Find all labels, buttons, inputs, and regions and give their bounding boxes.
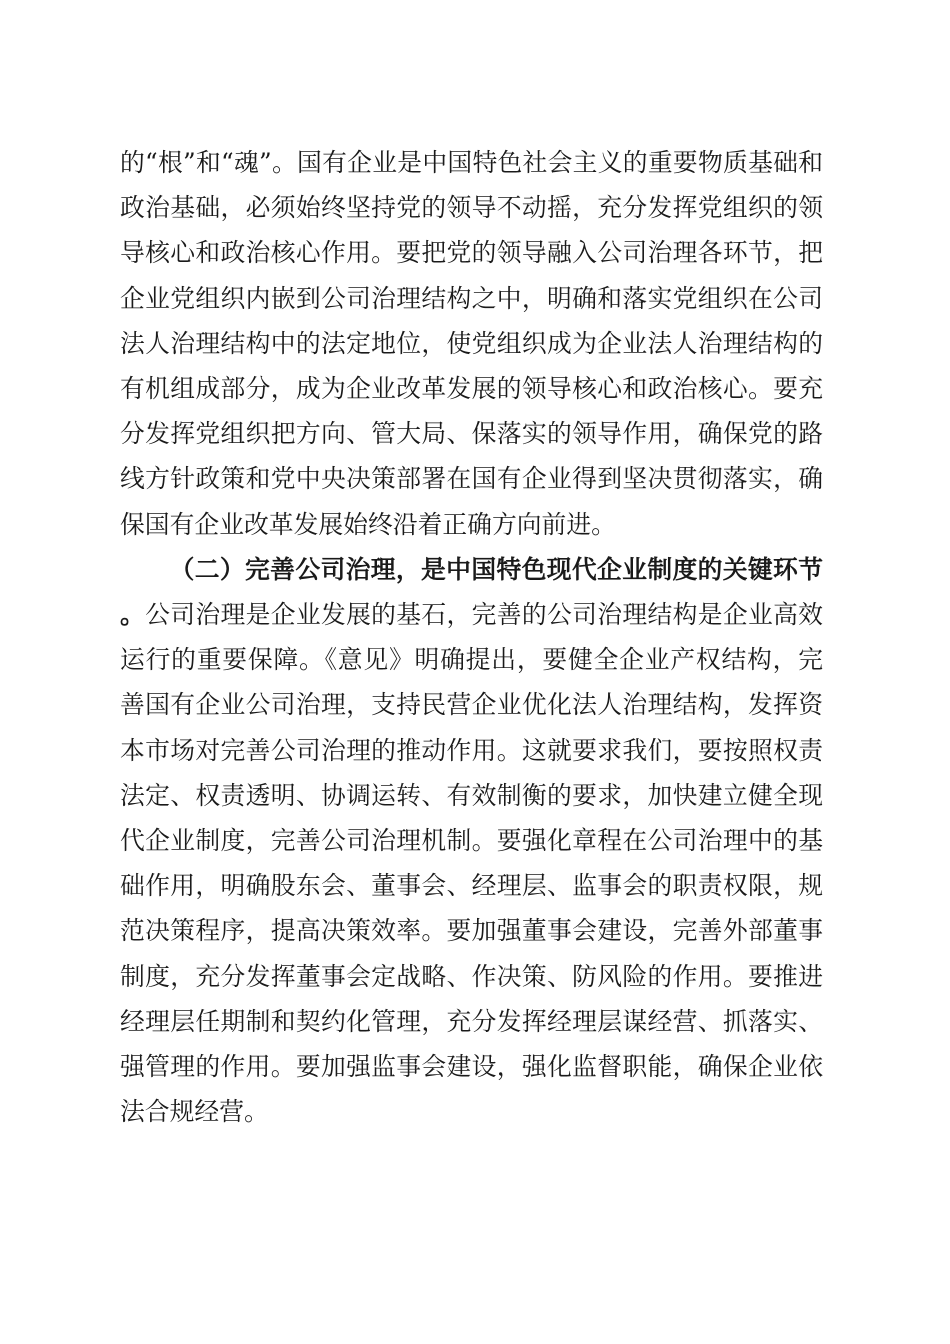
paragraph-section-two — [120, 547, 823, 1135]
document-body — [120, 140, 823, 1134]
section-body: 公司治理是企业发展的基石，完善的公司治理结构是企业高效运行的重要保障。《意见》明确提出，要健全企业产权结构，完善国有企业公司治理，支持民营企业优化法人治理结构，发挥资本市场对完善公司治理的推动作用。这就要求我们，要按照权责法定、权责透明、协调运转、有效制衡的要求，加快建立健全现代企业制度，完善公司治理机制。要强化章程在公司治理中的基础作用，明确股东会、董事会、经理层、监事会的职责权限，规范决策程序，提高决策效率。要加强董事会建设，完善外部董事制度，充分发挥董事会定战略、作决策、防风险的作用。要推进经理层任期制和契约化管理，充分发挥经理层谋经营、抓落实、强管理的作用。要加强监事会建设，强化监督职能，确保企业依法合规经营。 — [120, 600, 823, 1127]
paragraph-continuation: 的“根”和“魂”。国有企业是中国特色社会主义的重要物质基础和政治基础，必须始终坚持党的领导不动摇，充分发挥党组织的领导核心和政治核心作用。要把党的领导融入公司治理各环节，把企业党组织内嵌到公司治理结构之中，明确和落实党组织在公司法人治理结构中的法定地位，使党组织成为企业法人治理结构的有机组成部分，成为企业改革发展的领导核心和政治核心。要充分发挥党组织把方向、管大局、保落实的领导作用，确保党的路线方针政策和党中央决策部署在国有企业得到坚决贯彻落实，确保国有企业改革发展始终沿着正确方向前进。 — [120, 148, 823, 539]
section-heading: （二）完善公司治理，是中国特色现代企业制度的关键环节。 — [120, 554, 823, 630]
